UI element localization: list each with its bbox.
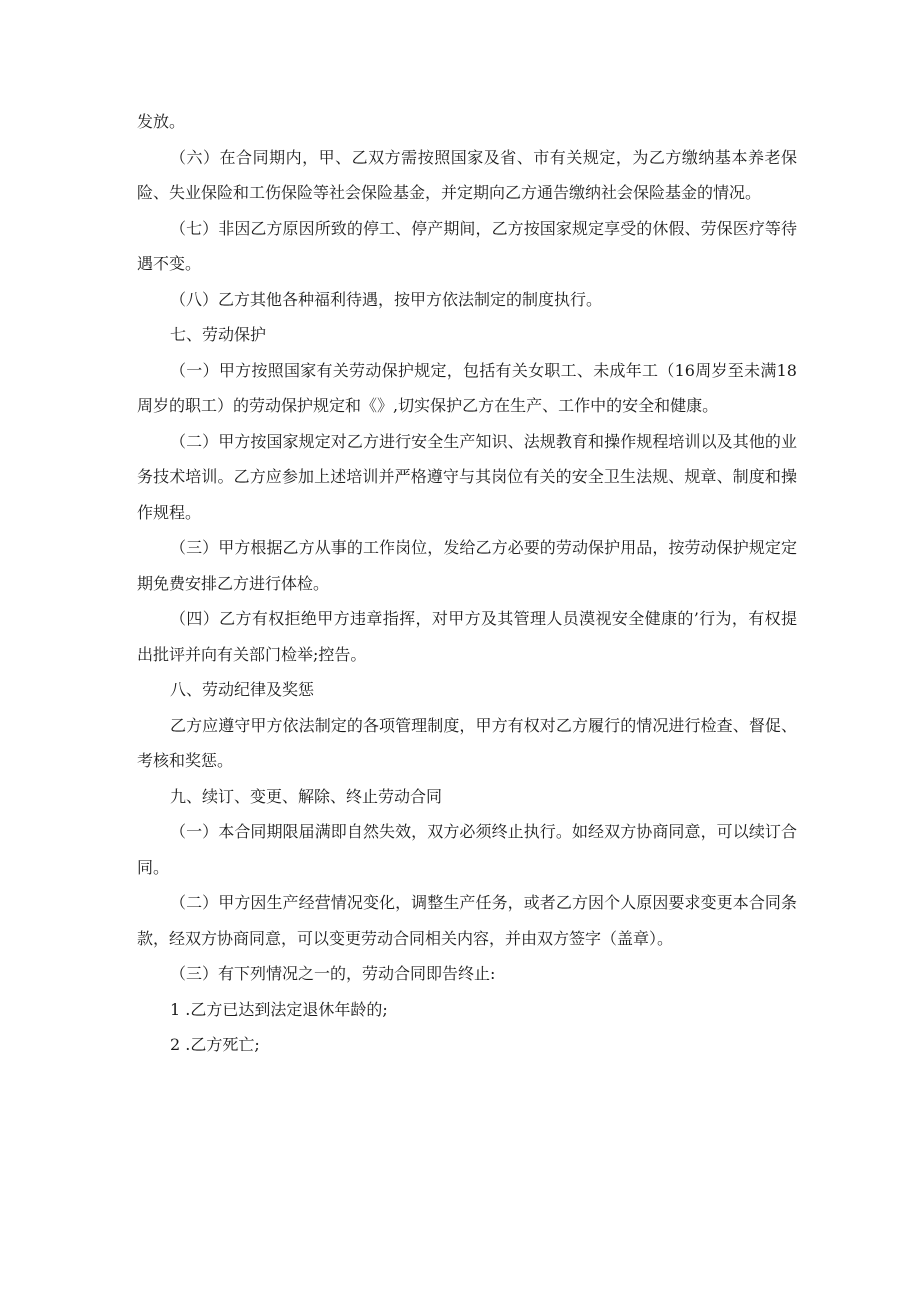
paragraph-clause-7: （七）非因乙方原因所致的停工、停产期间，乙方按国家规定享受的休假、劳保医疗等待遇不变。 xyxy=(137,218,797,273)
list-item-retirement: 1 .乙方已达到法定退休年龄的; xyxy=(170,999,388,1019)
paragraph-contract-3: （三）有下列情况之一的，劳动合同即告终止: xyxy=(170,964,496,983)
list-item-death: 2 .乙方死亡; xyxy=(170,1035,260,1054)
paragraph-protection-4: （四）乙方有权拒绝甲方违章指挥，对甲方及其管理人员漠视安全健康的’行为，有权提出批评并向有关部门检举;控告。 xyxy=(137,609,797,664)
paragraph-discipline: 乙方应遵守甲方依法制定的各项管理制度，甲方有权对乙方履行的情况进行检查、督促、考核和奖惩。 xyxy=(137,715,797,770)
section-heading-discipline: 八、劳动纪律及奖惩 xyxy=(170,680,315,699)
paragraph-contract-2: （二）甲方因生产经营情况变化，调整生产任务，或者乙方因个人原因要求变更本合同条款，经双方协商同意，可以变更劳动合同相关内容，并由双方签字（盖章）。 xyxy=(137,893,797,948)
section-heading-contract-changes: 九、续订、变更、解除、终止劳动合同 xyxy=(170,786,443,806)
paragraph-continuation: 发放。 xyxy=(137,112,186,131)
paragraph-protection-2: （二）甲方按国家规定对乙方进行安全生产知识、法规教育和操作规程培训以及其他的业务技术培训。乙方应参加上述培训并严格遵守与其岗位有关的安全卫生法规、规章、制度和操作规程。 xyxy=(137,431,797,522)
paragraph-clause-6: （六）在合同期内，甲、乙双方需按照国家及省、市有关规定，为乙方缴纳基本养老保险、失业保险和工伤保险等社会保险基金，并定期向乙方通告缴纳社会保险基金的情况。 xyxy=(137,147,797,202)
paragraph-protection-3: （三）甲方根据乙方从事的工作岗位，发给乙方必要的劳动保护用品，按劳动保护规定定期免费安排乙方进行体检。 xyxy=(137,538,797,593)
document-body xyxy=(137,104,797,1063)
section-heading-labor-protection: 七、劳动保护 xyxy=(170,325,267,344)
paragraph-contract-1: （一）本合同期限届满即自然失效，双方必须终止执行。如经双方协商同意，可以续订合同。 xyxy=(137,822,797,877)
paragraph-protection-1: （一）甲方按照国家有关劳动保护规定，包括有关女职工、未成年工（16周岁至未满18周岁的职工）的劳动保护规定和《》,切实保护乙方在生产、工作中的安全和健康。 xyxy=(137,360,797,415)
paragraph-clause-8: （八）乙方其他各种福利待遇，按甲方依法制定的制度执行。 xyxy=(170,289,603,309)
